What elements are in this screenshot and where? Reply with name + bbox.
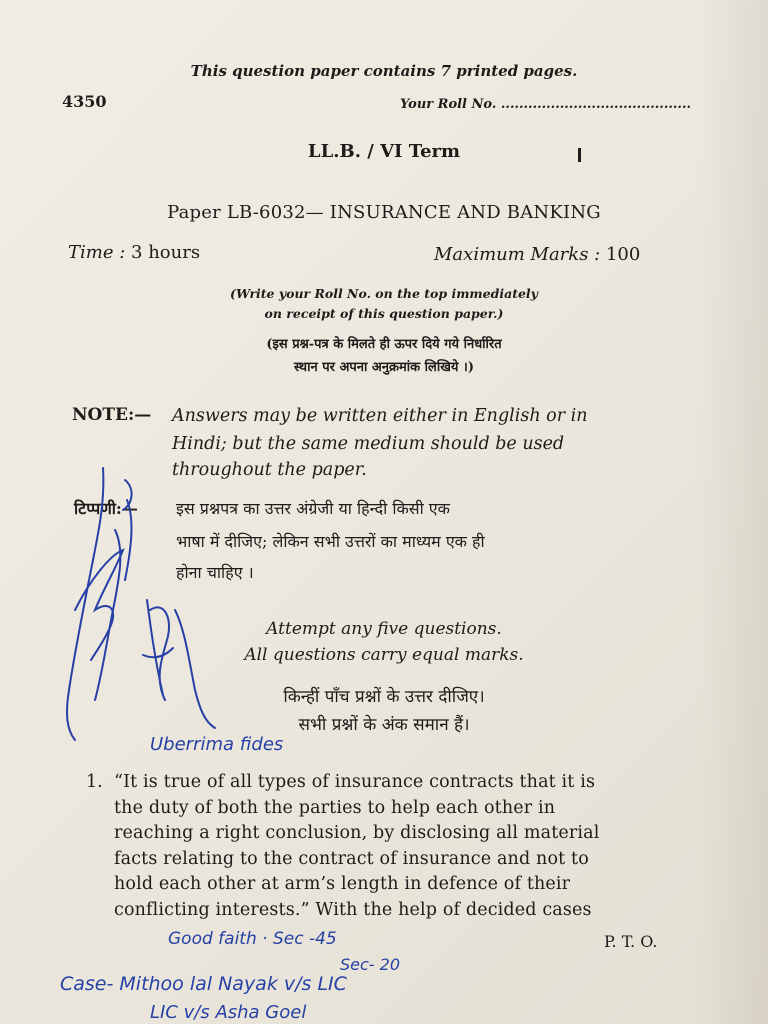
attempt-instruction: Attempt any five questions. (266, 619, 502, 639)
note-line-2: Hindi; but the same medium should be used (172, 434, 565, 454)
hindi-note-label: टिप्पणी:— (74, 499, 138, 518)
roll-number-field: Your Roll No. .......................................... (400, 97, 691, 112)
handwritten-margin-note: Uberrima fides (150, 734, 284, 755)
note-label: NOTE:— (72, 405, 152, 425)
question-1-line: the duty of both the parties to help each other in (114, 798, 556, 818)
question-1-line: “It is true of all types of insurance contracts that it is (114, 772, 596, 792)
hindi-note-line-2: भाषा में दीजिए; लेकिन सभी उत्तरों का माध्यम एक ही (176, 532, 485, 551)
tick-mark (578, 148, 581, 162)
question-1-line: reaching a right conclusion, by disclosing all material (114, 823, 600, 843)
instruction-hi-line-2: स्थान पर अपना अनुक्रमांक लिखिये ।) (294, 360, 474, 375)
please-turn-over: P. T. O. (604, 932, 658, 951)
instruction-hi-line-1: (इस प्रश्न-पत्र के मिलते ही ऊपर दिये गये निर्धारित (266, 337, 502, 352)
instruction-en-line-2: on receipt of this question paper.) (264, 306, 504, 321)
printed-pages-notice: This question paper contains 7 printed pages. (190, 62, 578, 80)
marks-label: Maximum Marks : (434, 244, 601, 265)
handwritten-section-note: Sec- 20 (340, 955, 401, 974)
question-1-line: conflicting interests.” With the help of decided cases (114, 900, 592, 920)
marks-value: 100 (605, 244, 641, 265)
attempt-instruction-hindi: किन्हीं पाँच प्रश्नों के उत्तर दीजिए। (283, 687, 485, 707)
term-heading: LL.B. / VI Term (307, 141, 461, 162)
note-line-1: Answers may be written either in English or in (172, 406, 588, 426)
question-1-number: 1. (86, 772, 103, 792)
question-1-line: facts relating to the contract of insurance and not to (114, 849, 589, 869)
instruction-en-line-1: (Write your Roll No. on the top immediately (230, 286, 538, 301)
question-1-line: hold each other at arm’s length in defence of their (114, 874, 571, 894)
time-value: 3 hours (131, 242, 201, 263)
paper-code: 4350 (62, 92, 107, 111)
note-line-3: throughout the paper. (172, 460, 367, 480)
equal-marks-instruction: All questions carry equal marks. (244, 645, 524, 665)
maximum-marks (434, 244, 640, 265)
handwritten-case-note: Case- Mithoo lal Nayak v/s LIC (60, 973, 347, 995)
time-label: Time : (68, 242, 126, 263)
signature-scribble (55, 460, 225, 750)
hindi-note-line-3: होना चाहिए । (176, 563, 254, 582)
hindi-note-line-1: इस प्रश्नपत्र का उत्तर अंग्रेजी या हिन्दी किसी एक (176, 499, 450, 518)
handwritten-case-note-2: LIC v/s Asha Goel (150, 1002, 307, 1023)
paper-title: Paper LB-6032— INSURANCE AND BANKING (167, 202, 601, 223)
handwritten-good-faith-note: Good faith · Sec -45 (168, 929, 337, 949)
equal-marks-instruction-hindi: सभी प्रश्नों के अंक समान हैं। (298, 715, 470, 735)
time-allowed (68, 242, 200, 263)
